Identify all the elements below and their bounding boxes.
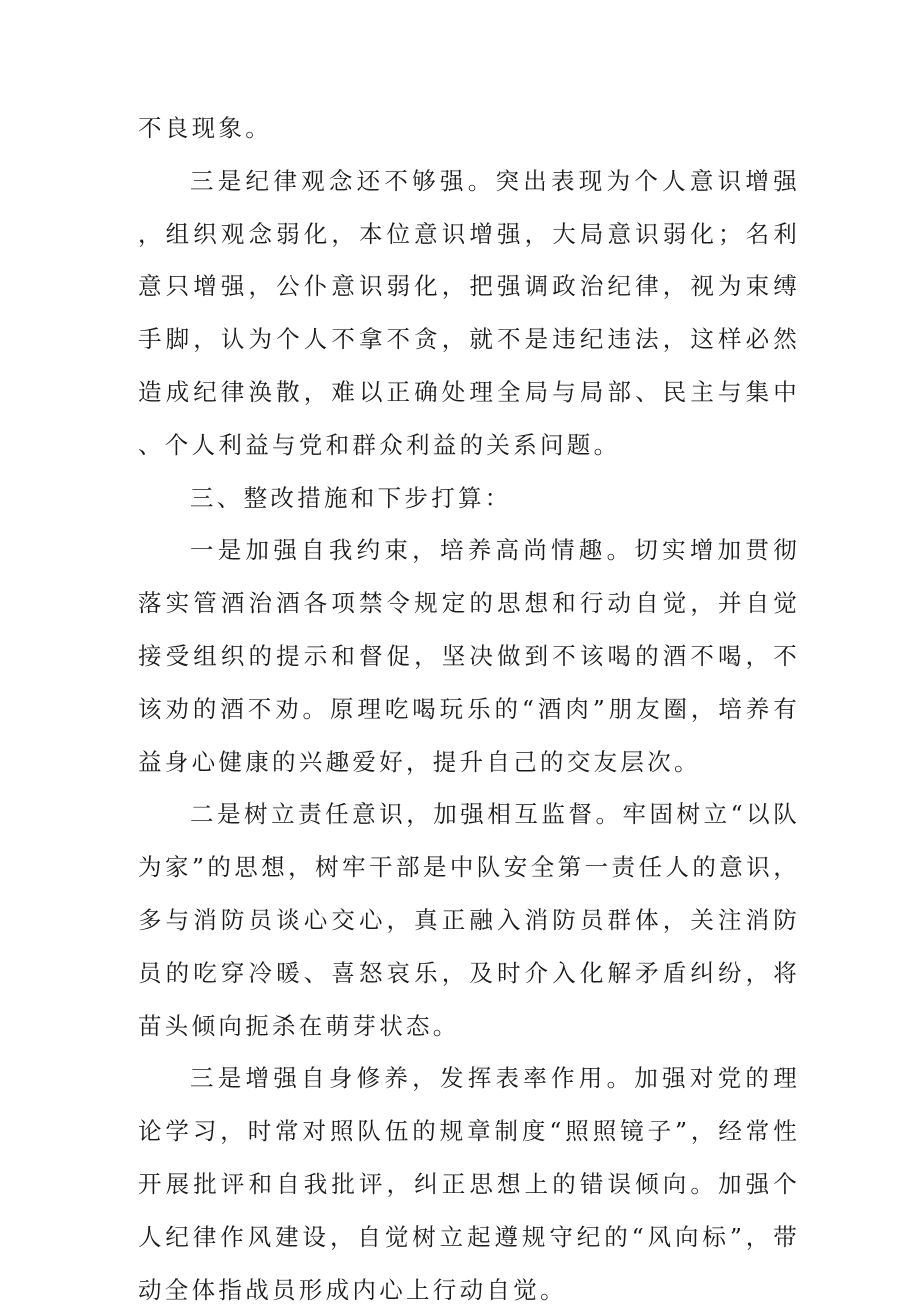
paragraph-continuation: 不良现象。 [138,114,272,142]
paragraph-self-restraint: 一是加强自我约束，培养高尚情趣。切实增加贯彻落实管酒治酒各项禁令规定的思想和行动自觉，并自觉接受组织的提示和督促，坚决做到不该喝的酒不喝，不该劝的酒不劝。原理吃喝玩乐的“酒肉”朋友圈，培养有益身心健康的兴趣爱好，提升自己的交友层次。 [138,536,800,776]
paragraph-discipline-awareness: 三是纪律观念还不够强。突出表现为个人意识增强，组织观念弱化，本位意识增强，大局意识弱化；名利意只增强，公仆意识弱化，把强调政治纪律，视为束缚手脚，认为个人不拿不贪，就不是违纪违法，这样必然造成纪律涣散，难以正确处理全局与局部、民主与集中、个人利益与党和群众利益的关系问题。 [138,166,800,459]
paragraph-self-cultivation: 三是增强自身修养，发挥表率作用。加强对党的理论学习，时常对照队伍的规章制度“照照镜子”，经常性开展批评和自我批评，纠正思想上的错误倾向。加强个人纪律作风建设，自觉树立起遵规守纪的“风向标”，带动全体指战员形成内心上行动自觉。 [138,1064,800,1304]
paragraph-responsibility: 二是树立责任意识，加强相互监督。牢固树立“以队为家”的思想，树牢干部是中队安全第一责任人的意识，多与消防员谈心交心，真正融入消防员群体，关注消防员的吃穿冷暖、喜怒哀乐，及时介入化解矛盾纠纷，将苗头倾向扼杀在萌芽状态。 [138,800,800,1040]
section-heading-rectification-measures: 三、整改措施和下步打算： [190,483,512,512]
